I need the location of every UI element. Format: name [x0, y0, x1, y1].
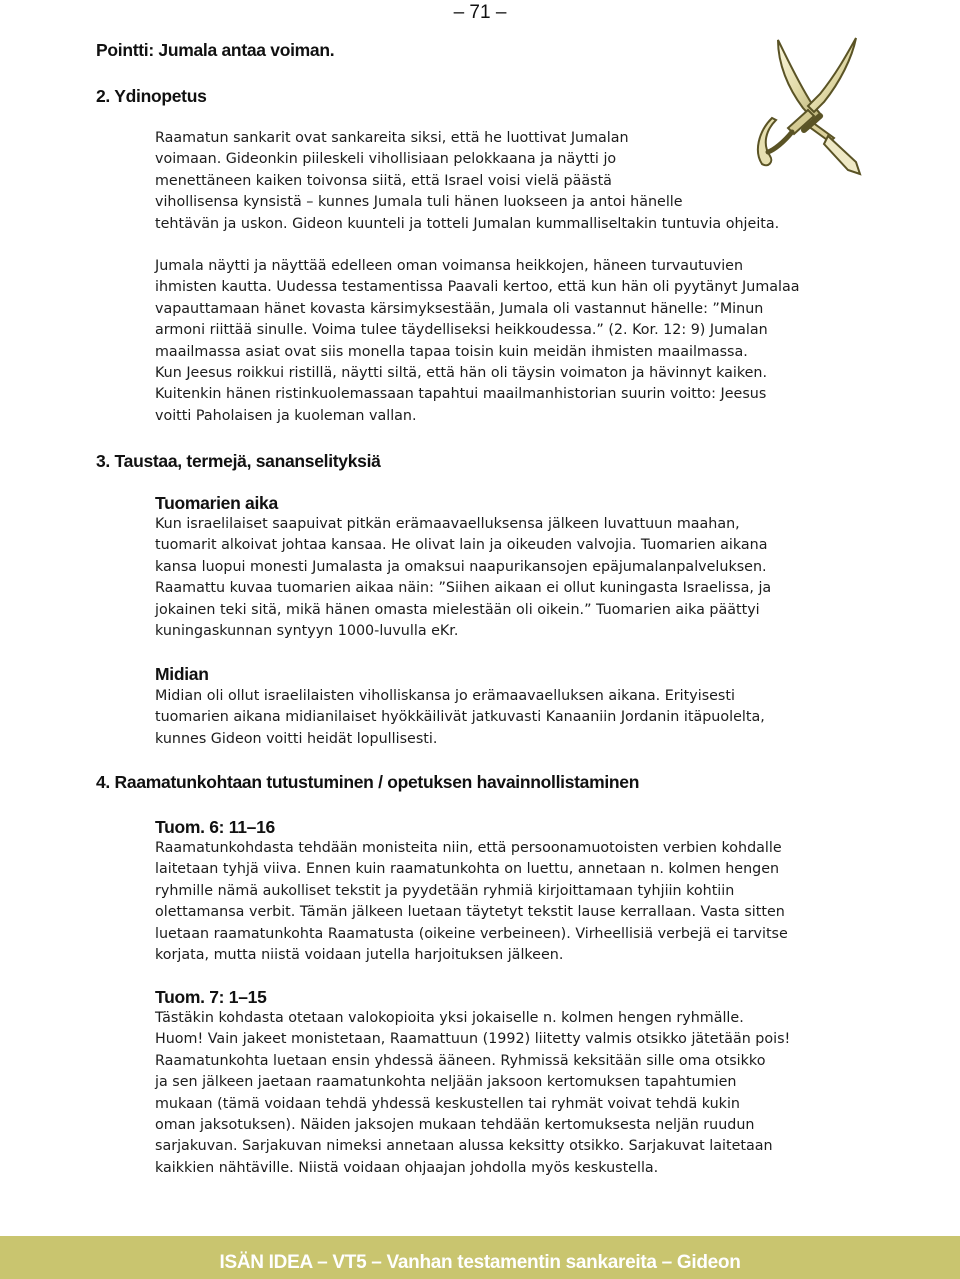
page-number: – 71 –	[453, 2, 507, 23]
text-line: jokainen teki sitä, mikä hänen omasta mielestään oli oikein.” Tuomarien aika päättyi	[155, 601, 760, 618]
text-line: Kuitenkin hänen ristinkuolemassaan tapahtui maailmanhistorian suurin voitto: Jeesus	[155, 386, 767, 403]
text-line: Kun Jeesus roikkui ristillä, näytti siltä, että hän oli täysin voimaton ja hävinnyt kaiken.	[155, 364, 768, 381]
text-line: Tästäkin kohdasta otetaan valokopioita yksi jokaiselle n. kolmen hengen ryhmälle.	[155, 1010, 744, 1026]
text-line: Raamattu kuvaa tuomarien aikaa näin: ”Siihen aikaan ei ollut kuningasta Israelissa, ja	[155, 580, 772, 597]
text-line: ihmisten kautta. Uudessa testamentissa Paavali kertoo, että kun hän oli pyytänyt Jumalaa	[155, 279, 800, 296]
subheading-tuomarien-aika: Tuomarien aika	[155, 493, 278, 513]
text-line: armoni riittää sinulle. Voima tulee täydelliseksi heikkoudessa.” (2. Kor. 12: 9) Jumalan	[155, 322, 768, 339]
text-line: menettäneen kaiken toivonsa siitä, että Israel voisi vielä päästä	[155, 172, 612, 189]
text-line: kaikkien nähtäville. Niistä voidaan ohjaajan johdolla myös keskustella.	[155, 1159, 659, 1176]
text-line: kansa luopui monesti Jumalasta ja omaksui naapurikansojen epäjumalanpalveluksen.	[155, 558, 767, 575]
text-line: vapauttamaan hänet kovasta kärsimyksestään, Jumala oli vastannut hänelle: ”Minun	[155, 300, 764, 317]
tuom-6-text	[155, 838, 788, 966]
text-line: laitetaan tyhjä viiva. Ennen kuin raamatunkohta on luettu, annetaan n. kolmen hengen	[155, 861, 780, 878]
text-line: Raamatun sankarit ovat sankareita siksi, että he luottivat Jumalan	[155, 130, 629, 146]
subheading-tuom-6: Tuom. 6: 11–16	[155, 817, 275, 837]
text-line: Kun israelilaiset saapuivat pitkän erämaavaelluksensa jälkeen luvattuun maahan,	[155, 516, 740, 532]
section-4-heading: 4. Raamatunkohtaan tutustuminen / opetuksen havainnollistaminen	[96, 772, 640, 792]
text-line: olettamansa verbit. Tämän jälkeen luetaan täytetyt tekstit lause kerrallaan. Vasta sitten	[155, 904, 785, 921]
text-line: Raamatunkohta luetaan ensin yhdessä ääneen. Ryhmissä keksitään sille oma otsikko	[155, 1052, 766, 1069]
section-3-heading: 3. Taustaa, termejä, sananselityksiä	[96, 451, 381, 471]
midian-text	[155, 686, 765, 750]
text-line: kunnes Gideon voitti heidät lopullisesti.	[155, 730, 438, 747]
text-line: Raamatunkohdasta tehdään monisteita niin, että persoonamuotoisten verbien kohdalle	[155, 840, 782, 856]
text-line: vihollisensa kynsistä – kunnes Jumala tuli hänen luokseen ja antoi hänelle	[155, 194, 683, 211]
tuom-7-text	[155, 1008, 790, 1179]
text-line: Jumala näytti ja näyttää edelleen oman voimansa heikkojen, häneen turvautuvien	[155, 258, 744, 274]
text-line: voitti Paholaisen ja kuoleman vallan.	[155, 407, 417, 424]
section-2-heading: 2. Ydinopetus	[96, 86, 207, 106]
subheading-tuom-7: Tuom. 7: 1–15	[155, 987, 267, 1007]
point-heading: Pointti: Jumala antaa voiman.	[96, 40, 335, 60]
text-line: tuomarit alkoivat johtaa kansaa. He olivat lain ja oikeuden valvojia. Tuomarien aikana	[155, 537, 768, 554]
text-line: maailmassa asiat ovat siis monella tapaa toisin kuin meidän ihmisten maailmassa.	[155, 343, 748, 360]
text-line: kuningaskunnan syntyyn 1000-luvulla eKr.	[155, 622, 459, 639]
text-line: Huom! Vain jakeet monistetaan, Raamattuun (1992) liitetty valmis otsikko jätetään pois!	[155, 1031, 791, 1048]
text-line: oman jaksotuksen). Näiden jaksojen mukaan tehdään kertomuksesta neljän ruudun	[155, 1116, 755, 1133]
text-line: sarjakuvan. Sarjakuvan nimeksi annetaan alussa keksitty otsikko. Sarjakuvat laitetaan	[155, 1138, 773, 1155]
text-line: voimaan. Gideonkin piileskeli vihollisiaan pelokkaana ja näytti jo	[155, 151, 617, 168]
text-line: ryhmille nämä aukolliset tekstit ja pyydetään ryhmiä kirjoittamaan tyhjiin kohtiin	[155, 882, 735, 899]
section-2-paragraph-1	[155, 128, 779, 235]
text-line: Midian oli ollut israelilaisten viholliskansa jo erämaavaelluksen aikana. Erityisesti	[155, 688, 735, 704]
text-line: ja sen jälkeen jaetaan raamatunkohta neljään jaksoon kertomuksen tapahtumien	[155, 1074, 737, 1091]
text-line: korjata, mutta niistä voidaan jutella harjoituksen jälkeen.	[155, 946, 564, 963]
section-2-paragraph-2	[155, 256, 800, 427]
subheading-midian: Midian	[155, 664, 209, 684]
text-line: tuomarien aikana midianilaiset hyökkäilivät jatkuvasti Kanaaniin Jordanin itäpuolelta,	[155, 709, 765, 726]
text-line: luetaan raamatunkohta Raamatusta (oikeine verbeineen). Virheellisiä verbejä ei tarvitse	[155, 925, 788, 942]
footer-title: ISÄN IDEA – VT5 – Vanhan testamentin sankareita – Gideon	[219, 1252, 741, 1273]
tuomarien-aika-text	[155, 514, 771, 642]
text-line: tehtävän ja uskon. Gideon kuunteli ja totteli Jumalan kummalliseltakin tuntuvia ohjeita.	[155, 215, 780, 232]
text-line: mukaan (tämä voidaan tehdä yhdessä keskustellen tai ryhmät voivat tehdä kukin	[155, 1095, 740, 1112]
